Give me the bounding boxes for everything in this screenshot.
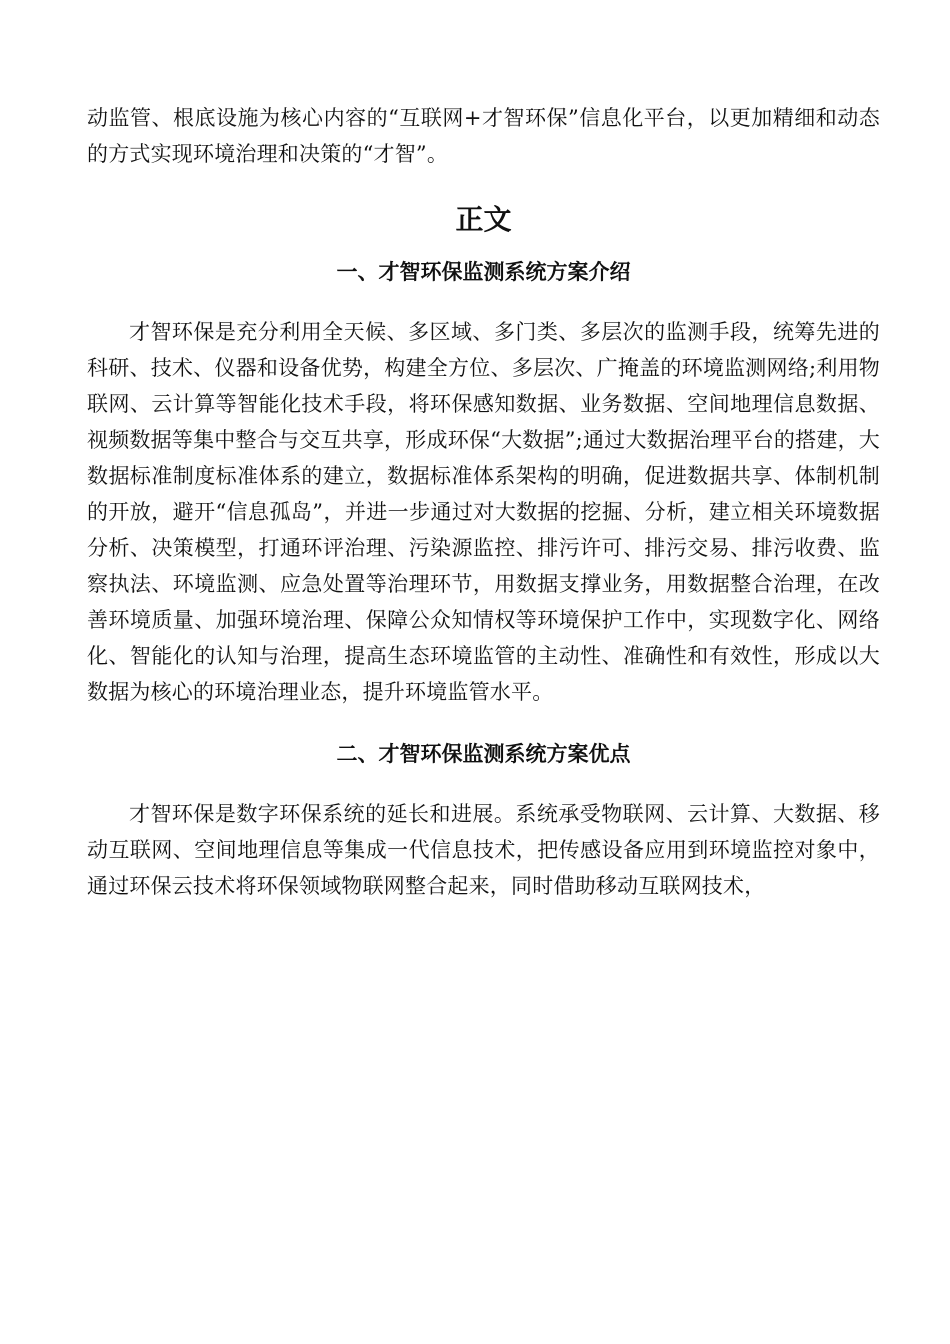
document-page <box>87 100 880 904</box>
main-title: 正文 <box>455 203 512 236</box>
section-body-advantages: 才智环保是数字环保系统的延长和进展。系统承受物联网、云计算、大数据、移动互联网、空间地理信息等集成一代信息技术，把传感设备应用到环境监控对象中，通过环保云技术将环保领域物联网整合起来，同时借助移动互联网技术， <box>87 802 880 898</box>
section-title-introduction: 一、才智环保监测系统方案介绍 <box>336 260 631 284</box>
section-title-advantages: 二、才智环保监测系统方案优点 <box>336 742 631 766</box>
section-body-introduction: 才智环保是充分利用全天候、多区域、多门类、多层次的监测手段，统筹先进的科研、技术、仪器和设备优势，构建全方位、多层次、广掩盖的环境监测网络;利用物联网、云计算等智能化技术手段，将环保感知数据、业务数据、空间地理信息数据、视频数据等集中整合与交互共享，形成环保“大数据”;通过大数据治理平台的搭建，大数据标准制度标准体系的建立，数据标准体系架构的明确，促进数据共享、体制机制的开放，避开“信息孤岛”，并进一步通过对大数据的挖掘、分析，建立相关环境数据分析、决策模型，打通环评治理、污染源监控、排污许可、排污交易、排污收费、监察执法、环境监测、应急处置等治理环节，用数据支撑业务，用数据整合治理，在改善环境质量、加强环境治理、保障公众知情权等环境保护工作中，实现数字化、网络化、智能化的认知与治理，提高生态环境监管的主动性、准确性和有效性，形成以大数据为核心的环境治理业态，提升环境监管水平。 <box>87 320 880 704</box>
intro-paragraph: 动监管、根底设施为核心内容的“互联网+才智环保”信息化平台，以更加精细和动态的方式实现环境治理和决策的“才智”。 <box>87 106 880 166</box>
